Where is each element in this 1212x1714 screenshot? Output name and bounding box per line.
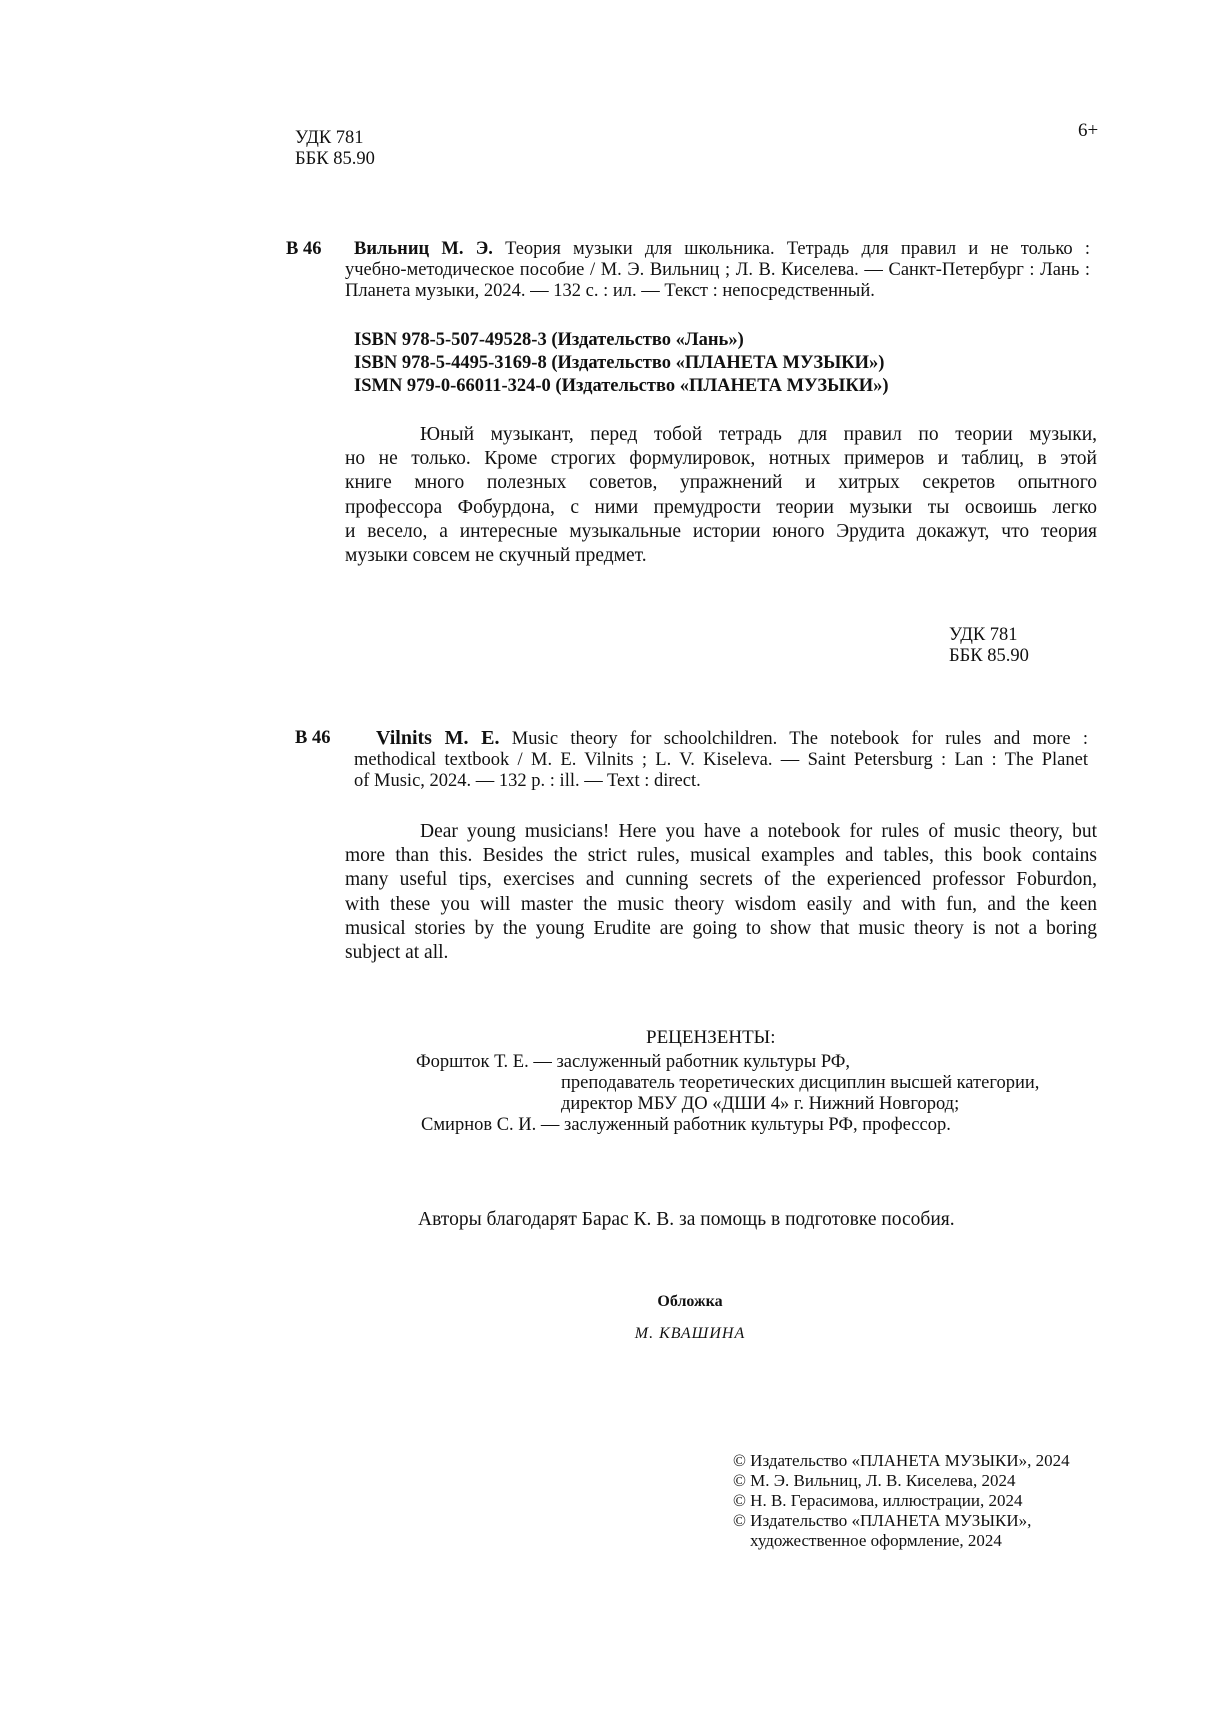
age-rating: 6+: [1078, 120, 1099, 141]
ru-entry-line: Планета музыки, 2024. — 132 с. : ил. — Текст : непосредственный.: [345, 281, 875, 301]
ru-entry-first-line: Вильниц М. Э. Теория музыки для школьника. Тетрадь для правил и не только :: [354, 239, 1090, 259]
classification-repeat: [949, 625, 1029, 667]
ru-abstract-line: и весело, а интересные музыкальные истории юного Эрудита докажут, что теория: [345, 520, 1097, 542]
cover-artist: М. КВАШИНА: [634, 1325, 746, 1342]
en-abstract-line: Dear young musicians! Here you have a notebook for rules of music theory, but: [420, 821, 1097, 842]
copyright-line: © Издательство «ПЛАНЕТА МУЗЫКИ»,: [733, 1511, 1032, 1530]
ru-entry-code: В 46: [286, 239, 322, 259]
en-abstract-line: subject at all.: [345, 942, 449, 964]
en-abstract: [345, 820, 1097, 965]
ru-abstract-line: музыки совсем не скучный предмет.: [345, 545, 647, 567]
ru-entry-author: Вильниц М. Э.: [354, 239, 493, 259]
bbk-code: ББК 85.90: [295, 149, 375, 169]
copyright-line: © Н. В. Герасимова, иллюстрации, 2024: [733, 1491, 1023, 1510]
classification-header: [295, 128, 375, 170]
en-abstract-line: more than this. Besides the strict rules, musical examples and tables, this book contains: [345, 845, 1097, 867]
copyright-line: художественное оформление, 2024: [750, 1531, 1002, 1550]
ru-abstract-line: книге много полезных советов, упражнений и хитрых секретов опытного: [345, 472, 1097, 494]
bbk-code: ББК 85.90: [949, 646, 1029, 666]
identifiers: [354, 329, 889, 398]
ru-abstract-line: профессора Фобурдона, с ними премудрости теории музыки ты освоишь легко: [345, 496, 1097, 518]
cover-label: Обложка: [657, 1293, 723, 1310]
isbn-planeta: ISBN 978-5-4495-3169-8 (Издательство «ПЛАНЕТА МУЗЫКИ»): [354, 353, 885, 373]
reviewer-line: Смирнов С. И. — заслуженный работник культуры РФ, профессор.: [421, 1115, 951, 1135]
en-abstract-line: many useful tips, exercises and cunning secrets of the experienced professor Foburdon,: [345, 869, 1097, 891]
en-entry-code: В 46: [295, 728, 331, 748]
ru-abstract-line: Юный музыкант, перед тобой тетрадь для правил по теории музыки,: [420, 424, 1097, 445]
en-abstract-line: with these you will master the music theory wisdom easily and with fun, and the keen: [345, 893, 1097, 915]
reviewers-list: [416, 1052, 1039, 1136]
udk-code: УДК 781: [295, 128, 364, 148]
ru-abstract: [345, 423, 1097, 568]
ru-abstract-line: но не только. Кроме строгих формулировок, нотных примеров и таблиц, в этой: [345, 448, 1097, 470]
copyright-line: © Издательство «ПЛАНЕТА МУЗЫКИ», 2024: [733, 1451, 1070, 1470]
copyright-block: [733, 1451, 1070, 1551]
en-entry-line: methodical textbook / M. E. Vilnits ; L. V. Kiseleva. — Saint Petersburg : Lan : The Planet: [354, 750, 1088, 770]
isbn-lan: ISBN 978-5-507-49528-3 (Издательство «Лань»): [354, 330, 744, 350]
reviewers-title: РЕЦЕНЗЕНТЫ:: [646, 1027, 776, 1048]
en-entry-author: Vilnits M. E.: [376, 727, 500, 749]
reviewer-line: преподаватель теоретических дисциплин высшей категории,: [561, 1073, 1040, 1093]
copyright-line: © М. Э. Вильниц, Л. В. Киселева, 2024: [733, 1471, 1016, 1490]
ru-entry: [345, 239, 1090, 302]
reviewer-line: директор МБУ ДО «ДШИ 4» г. Нижний Новгород;: [561, 1094, 960, 1114]
reviewer-line: Форшток Т. Е. — заслуженный работник культуры РФ,: [416, 1052, 851, 1072]
en-abstract-line: musical stories by the young Erudite are going to show that music theory is not a boring: [345, 917, 1097, 939]
en-entry-first-line: Vilnits M. E. Music theory for schoolchildren. The notebook for rules and more :: [376, 727, 1089, 749]
acknowledgement: Авторы благодарят Барас К. В. за помощь в подготовке пособия.: [418, 1209, 955, 1230]
ru-entry-line: учебно-методическое пособие / М. Э. Вильниц ; Л. В. Киселева. — Санкт-Петербург : Лань :: [345, 260, 1090, 280]
en-entry-line: of Music, 2024. — 132 p. : ill. — Text : direct.: [354, 771, 701, 791]
udk-code: УДК 781: [949, 625, 1018, 645]
en-entry: [354, 728, 1088, 792]
ismn-planeta: ISMN 979-0-66011-324-0 (Издательство «ПЛАНЕТА МУЗЫКИ»): [354, 376, 889, 396]
